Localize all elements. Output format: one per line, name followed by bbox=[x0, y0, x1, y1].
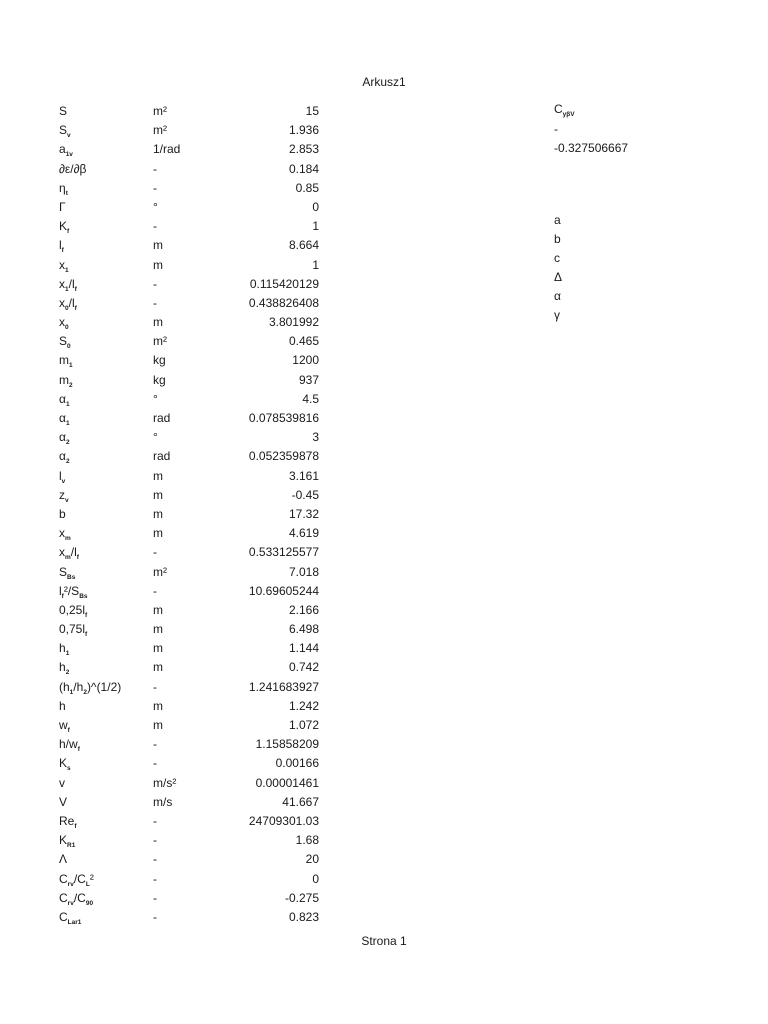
table-row bbox=[59, 850, 319, 869]
table-row bbox=[59, 870, 319, 889]
row-symbol: $\eta_t$ bbox=[59, 180, 68, 197]
row-symbol: $x_0$ bbox=[59, 315, 69, 332]
row-value: 0.465 bbox=[288, 334, 319, 349]
row-symbol: $C_{Lar1}$ bbox=[59, 909, 82, 926]
row-unit: - bbox=[153, 871, 157, 886]
table-row bbox=[59, 697, 319, 716]
table-row bbox=[59, 889, 319, 908]
row-unit: m bbox=[153, 315, 163, 330]
row-value: 4.5 bbox=[302, 391, 319, 406]
row-value: 24709301.03 bbox=[248, 813, 319, 828]
row-symbol: $\alpha_1$ bbox=[59, 411, 70, 427]
side-letter: a bbox=[554, 213, 561, 227]
row-value: 1.15858209 bbox=[255, 737, 319, 752]
row-unit: kg bbox=[153, 353, 166, 368]
row-symbol: b bbox=[59, 506, 66, 521]
row-unit: m bbox=[153, 526, 163, 541]
side-header-value: -0.327506667 bbox=[554, 141, 629, 155]
table-row bbox=[59, 409, 319, 428]
row-value: 4.619 bbox=[288, 526, 319, 541]
table-row bbox=[59, 812, 319, 831]
table-row bbox=[59, 236, 319, 255]
row-value: 1.242 bbox=[288, 698, 319, 713]
row-value: 0.438826408 bbox=[248, 295, 319, 310]
row-value: 3 bbox=[312, 430, 319, 445]
row-value: 1.241683927 bbox=[248, 679, 319, 694]
row-symbol: v bbox=[59, 775, 65, 790]
table-row bbox=[59, 735, 319, 754]
row-symbol: $h/w_f$ bbox=[59, 737, 80, 754]
row-symbol: $K_f$ bbox=[59, 219, 70, 236]
table-row bbox=[59, 908, 319, 927]
table-row bbox=[59, 582, 319, 601]
row-unit: - bbox=[153, 276, 157, 291]
row-unit: m bbox=[153, 718, 163, 732]
row-symbol: $Re_f$ bbox=[59, 813, 77, 830]
side-letter: Δ bbox=[554, 270, 563, 284]
row-symbol: $l_f^2/S_{Bs}$ bbox=[59, 583, 88, 600]
row-unit: m bbox=[153, 660, 163, 675]
row-value: 10.69605244 bbox=[248, 583, 319, 598]
row-unit: rad bbox=[153, 449, 171, 464]
row-value: 6.498 bbox=[288, 622, 319, 637]
row-value: 0.85 bbox=[295, 180, 319, 195]
row-symbol: $a_{1v}$ bbox=[59, 142, 73, 159]
row-unit: - bbox=[153, 679, 157, 694]
row-symbol: $w_f$ bbox=[59, 718, 70, 734]
table-row bbox=[59, 639, 319, 658]
row-symbol: $l_f$ bbox=[59, 238, 64, 255]
table-row bbox=[59, 543, 319, 562]
row-value: 0.078539816 bbox=[248, 411, 319, 425]
row-unit: 1/rad bbox=[153, 142, 181, 157]
row-symbol: h bbox=[59, 698, 66, 713]
row-value: 1 bbox=[312, 257, 319, 272]
row-unit: m bbox=[153, 602, 163, 617]
row-unit: - bbox=[153, 909, 157, 924]
table-row bbox=[59, 160, 319, 179]
table-row bbox=[59, 428, 319, 447]
row-symbol: Γ bbox=[59, 199, 66, 214]
row-value: 0.00001461 bbox=[255, 775, 319, 790]
row-unit: m bbox=[153, 641, 163, 656]
row-value: 2.853 bbox=[288, 142, 319, 157]
row-value: 0.052359878 bbox=[248, 449, 319, 464]
row-value: 1200 bbox=[292, 353, 319, 368]
row-symbol: $\alpha_2$ bbox=[59, 449, 70, 466]
table-row bbox=[59, 217, 319, 236]
sheet-title: Arkusz1 bbox=[362, 75, 406, 89]
row-unit: kg bbox=[153, 372, 166, 387]
row-unit: - bbox=[153, 737, 157, 752]
row-value: 1 bbox=[312, 219, 319, 234]
table-row bbox=[59, 140, 319, 159]
table-row bbox=[59, 256, 319, 275]
table-row bbox=[59, 563, 319, 582]
table-row bbox=[59, 390, 319, 409]
table-row bbox=[59, 447, 319, 466]
row-symbol: $(h_1/h_2)\^{}(1/2)$ bbox=[59, 679, 122, 696]
table-row bbox=[59, 198, 319, 217]
table-row bbox=[59, 774, 319, 793]
row-symbol: $0,25l_f$ bbox=[59, 602, 88, 619]
row-value: 15 bbox=[305, 104, 319, 118]
row-unit: m² bbox=[153, 334, 167, 349]
row-unit: - bbox=[153, 219, 157, 234]
row-symbol: $x_m$ bbox=[59, 526, 71, 543]
row-value: 2.166 bbox=[288, 602, 319, 617]
row-unit: m bbox=[153, 468, 163, 483]
row-symbol: $S_{Bs}$ bbox=[59, 564, 76, 581]
row-value: 0.115420129 bbox=[249, 276, 319, 291]
table-row bbox=[59, 793, 319, 812]
row-symbol: $S_v$ bbox=[59, 123, 71, 140]
row-symbol: $l_v$ bbox=[59, 468, 66, 485]
side-header-symbol: $C_{y\beta V}$ bbox=[554, 102, 575, 118]
row-unit: - bbox=[153, 833, 157, 848]
row-value: 0.00166 bbox=[275, 756, 319, 771]
row-unit: m bbox=[153, 487, 163, 502]
table-row bbox=[59, 371, 319, 390]
row-unit: - bbox=[153, 756, 157, 771]
table-row bbox=[59, 486, 319, 505]
row-unit: ° bbox=[153, 430, 158, 445]
table-row bbox=[59, 275, 319, 294]
row-value: 41.667 bbox=[282, 794, 319, 809]
row-value: 0 bbox=[312, 199, 319, 214]
row-symbol: $h_2$ bbox=[59, 660, 70, 677]
row-value: 20 bbox=[305, 852, 319, 867]
row-unit: m bbox=[153, 622, 163, 637]
table-row bbox=[59, 102, 319, 121]
row-value: 8.664 bbox=[288, 238, 319, 253]
row-unit: m bbox=[153, 257, 163, 272]
row-value: 1.144 bbox=[288, 641, 319, 656]
side-header-unit: - bbox=[554, 122, 558, 136]
row-unit: - bbox=[153, 852, 157, 867]
side-letter: c bbox=[554, 251, 560, 265]
row-symbol: $\alpha_2$ bbox=[59, 430, 70, 447]
row-symbol: $x_1/l_f$ bbox=[59, 276, 77, 293]
row-symbol: Λ bbox=[59, 852, 68, 867]
row-unit: - bbox=[153, 813, 157, 828]
row-value: -0.45 bbox=[291, 487, 319, 502]
row-value: 0.184 bbox=[288, 161, 319, 176]
row-unit: rad bbox=[153, 411, 171, 425]
row-value: 17.32 bbox=[288, 506, 319, 521]
side-letter: γ bbox=[554, 308, 560, 322]
row-unit: m bbox=[153, 698, 163, 713]
row-symbol: $K_s$ bbox=[59, 756, 71, 773]
row-value: 937 bbox=[298, 372, 319, 387]
row-unit: m/s² bbox=[153, 775, 177, 790]
row-symbol: $\alpha_1$ bbox=[59, 391, 70, 408]
row-symbol: $x_m/l_f$ bbox=[59, 545, 79, 562]
row-unit: - bbox=[153, 180, 157, 195]
table-row bbox=[59, 467, 319, 486]
row-unit: m bbox=[153, 506, 163, 521]
table-row bbox=[59, 716, 319, 735]
table-row bbox=[59, 294, 319, 313]
row-symbol: V bbox=[59, 794, 68, 809]
row-unit: ° bbox=[153, 391, 158, 406]
row-unit: m bbox=[153, 238, 163, 253]
row-unit: m/s bbox=[153, 794, 173, 809]
row-value: 1.072 bbox=[288, 718, 319, 732]
row-value: 3.801992 bbox=[268, 315, 319, 330]
row-symbol: ∂ε/∂β bbox=[59, 161, 87, 176]
row-unit: ° bbox=[153, 199, 158, 214]
row-value: 7.018 bbox=[288, 564, 319, 579]
row-value: 0 bbox=[312, 871, 319, 886]
row-symbol: $x_0/l_f$ bbox=[59, 295, 77, 312]
table-row bbox=[59, 754, 319, 773]
row-unit: - bbox=[153, 161, 157, 176]
row-symbol: $h_1$ bbox=[59, 641, 70, 658]
table-row bbox=[59, 179, 319, 198]
row-symbol: $m_2$ bbox=[59, 372, 73, 389]
row-symbol: $S_0$ bbox=[59, 334, 71, 351]
row-value: 0.533125577 bbox=[248, 545, 319, 560]
table-row bbox=[59, 678, 319, 697]
table-row bbox=[59, 601, 319, 620]
side-letter: α bbox=[554, 289, 561, 303]
row-value: -0.275 bbox=[284, 890, 319, 905]
row-symbol: $0,75l_f$ bbox=[59, 622, 88, 639]
row-unit: - bbox=[153, 583, 157, 598]
row-unit: - bbox=[153, 295, 157, 310]
table-row bbox=[59, 313, 319, 332]
row-value: 3.161 bbox=[288, 468, 319, 483]
row-value: 1.936 bbox=[288, 123, 319, 138]
table-row bbox=[59, 620, 319, 639]
row-unit: m² bbox=[153, 123, 167, 138]
row-symbol: $z_v$ bbox=[59, 487, 69, 504]
row-symbol: $C_{rv}/C_{90}$ bbox=[59, 890, 94, 907]
row-symbol: S bbox=[59, 104, 68, 118]
table-row bbox=[59, 332, 319, 351]
row-symbol: $x_1$ bbox=[59, 257, 69, 274]
row-symbol: $m_1$ bbox=[59, 353, 73, 370]
row-unit: - bbox=[153, 545, 157, 560]
row-value: 1.68 bbox=[295, 833, 319, 848]
row-symbol: $C_{rv}/C_L^2$ bbox=[59, 871, 94, 888]
data-table bbox=[59, 102, 319, 927]
row-unit: - bbox=[153, 890, 157, 905]
table-row bbox=[59, 524, 319, 543]
row-value: 0.823 bbox=[288, 909, 319, 924]
table-row bbox=[59, 351, 319, 370]
table-row bbox=[59, 831, 319, 850]
table-row bbox=[59, 658, 319, 677]
row-unit: m² bbox=[153, 104, 167, 118]
row-unit: m² bbox=[153, 564, 167, 579]
table-row bbox=[59, 121, 319, 140]
row-symbol: $K_{R1}$ bbox=[59, 833, 76, 850]
page-footer: Strona 1 bbox=[361, 934, 407, 948]
side-letter: b bbox=[554, 232, 561, 246]
row-value: 0.742 bbox=[288, 660, 319, 675]
table-row bbox=[59, 505, 319, 524]
